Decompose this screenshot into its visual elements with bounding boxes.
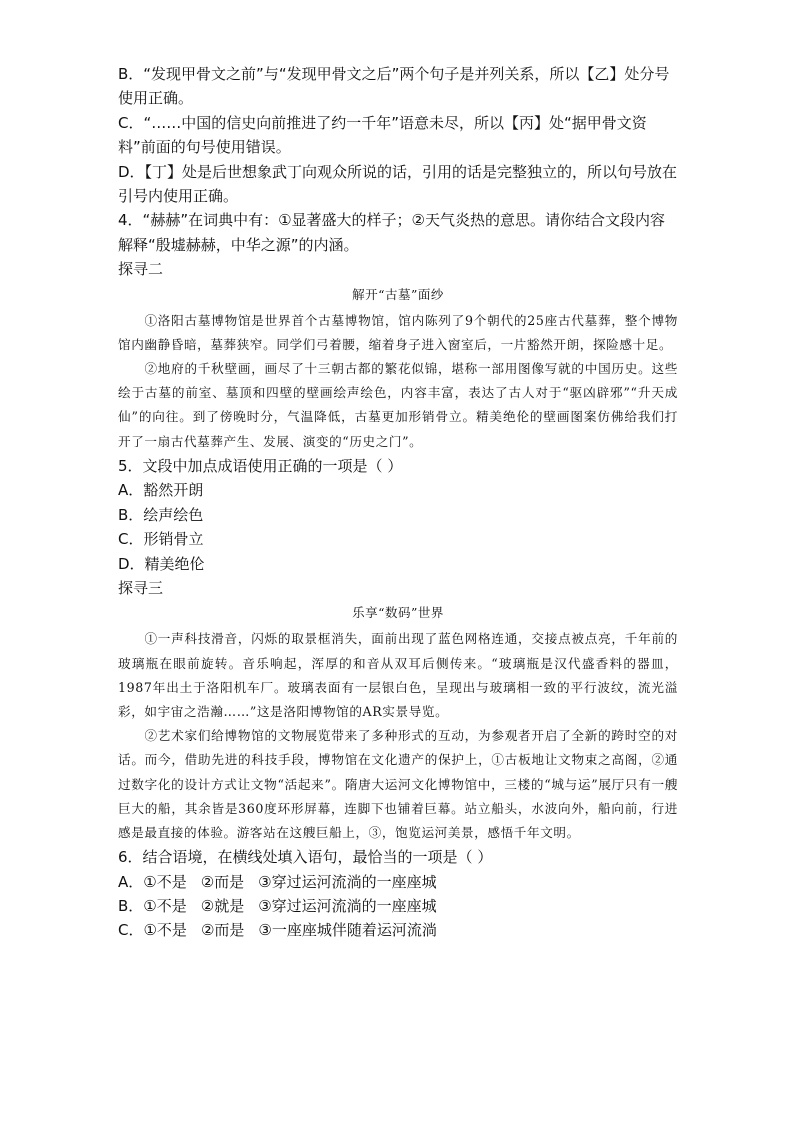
option-part-2: ②而是 bbox=[200, 921, 245, 940]
option-part-3: ③一座座城伴随着运河流淌 bbox=[258, 921, 437, 940]
question-5-option-b: B．绘声绘色 bbox=[118, 505, 204, 524]
question-6: 6．结合语境，在横线处填入语句，最恰当的一项是（ ） bbox=[118, 848, 493, 867]
section-3-paragraph-2: ②艺术家们给博物馆的文物展览带来了多种形式的互动，为参观者开启了全新的跨时空的对话。而今，借助先进的科技手段，博物馆在文化遗产的保护上，①古板地让文物束之高阁，②通过数字化的设计方式让文物“活起来”。隋唐大运河文化博物馆中，三楼的“城与运”展厅只有一艘巨大的船，其余皆是360度环形屏幕，连脚下也铺着巨幕。站立船头，水波向外，船向前，行进感是最直接的体验。游客站在这艘巨船上，③，饱览运河美景，感悟千年文明。 bbox=[118, 728, 678, 840]
option-label: C． bbox=[118, 921, 144, 940]
option-part-2: ②而是 bbox=[200, 872, 245, 891]
section-3-heading: 探寻三 bbox=[118, 578, 164, 597]
question-5: 5．文段中加点成语使用正确的一项是（ ） bbox=[118, 456, 403, 475]
section-2-heading: 探寻二 bbox=[118, 260, 164, 279]
section-2-paragraph-2: ②地府的千秋壁画，画尽了十三朝古都的繁花似锦，堪称一部用图像写就的中国历史。这些绘于古墓的前室、墓顶和四壁的壁画绘声绘色，内容丰富，表达了古人对于“驱凶辟邪”“升天成仙”的向往。到了傍晚时分，气温降低，古墓更加形销骨立。精美绝伦的壁画图案仿佛给我们打开了一扇古代墓葬产生、发展、演变的“历史之门”。 bbox=[118, 361, 678, 449]
question-6-option-c bbox=[118, 918, 678, 942]
option-part-1: ①不是 bbox=[143, 872, 187, 891]
option-part-1: ①不是 bbox=[143, 896, 187, 915]
section-2-passage-title: 解开“古墓”面纱 bbox=[352, 286, 444, 302]
question-6-option-a bbox=[118, 870, 678, 894]
option-b-text: B．“发现甲骨文之前”与“发现甲骨文之后”两个句子是并列关系，所以【乙】处分号使用正确。 bbox=[118, 65, 670, 108]
option-part-3: ③穿过运河流淌的一座座城 bbox=[258, 872, 437, 891]
section-2-passage bbox=[118, 309, 678, 454]
question-4: 4．“赫赫”在词典中有：①显著盛大的样子；②天气炎热的意思。请你结合文段内容解释“殷墟赫赫，中华之源”的内涵。 bbox=[118, 211, 665, 254]
document-page bbox=[118, 62, 678, 943]
option-label: B． bbox=[118, 896, 144, 915]
question-5-option-a: A．豁然开朗 bbox=[118, 481, 204, 500]
option-label: A． bbox=[118, 872, 144, 891]
question-5-option-c: C．形销骨立 bbox=[118, 530, 204, 549]
question-5-option-d: D．精美绝伦 bbox=[118, 554, 205, 573]
section-3-paragraph-1: ①一声科技滑音，闪烁的取景框消失，面前出现了蓝色网格连通，交接点被点亮，千年前的玻璃瓶在眼前旋转。音乐响起，浑厚的和音从双耳后侧传来。“玻璃瓶是汉代盛香料的器皿，1987年出土于洛阳机车厂。玻璃表面有一层银白色，呈现出与玻璃相一致的平行波纹，流光溢彩，如宇宙之浩瀚……”这是洛阳博物馆的AR实景导览。 bbox=[118, 631, 678, 719]
option-part-3: ③穿过运河流淌的一座座城 bbox=[258, 896, 437, 915]
option-c-text: C．“……中国的信史向前推进了约一千年”语意未尽，所以【丙】处“据甲骨文资料”前面的句号使用错误。 bbox=[118, 113, 647, 157]
option-d-text: D．【丁】处是后世想象武丁向观众所说的话，引用的话是完整独立的，所以句号放在引号内使用正确。 bbox=[118, 162, 678, 206]
option-part-1: ①不是 bbox=[143, 921, 187, 940]
option-part-2: ②就是 bbox=[200, 896, 245, 915]
section-3-passage-title: 乐享“数码”世界 bbox=[352, 605, 444, 621]
question-6-option-b bbox=[118, 894, 678, 918]
section-2-paragraph-1: ①洛阳古墓博物馆是世界首个古墓博物馆，馆内陈列了9个朝代的25座古代墓葬，整个博物馆内幽静昏暗，墓葬狭窄。同学们弓着腰，缩着身子进入窗室后，一片豁然开朗，探险感十足。 bbox=[118, 312, 678, 352]
section-3-passage bbox=[118, 627, 678, 845]
